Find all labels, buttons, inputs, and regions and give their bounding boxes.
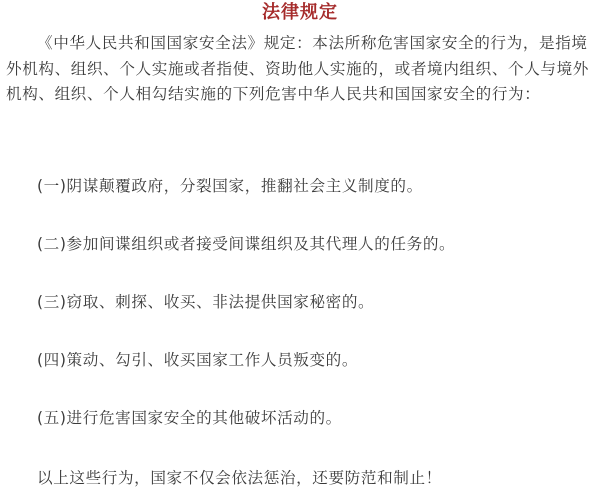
document-title: 法律规定 <box>262 2 338 23</box>
list-item: (二)参加间谍组织或者接受间谍组织及其代理人的任务的。 <box>37 235 456 253</box>
list-item: (四)策动、勾引、收买国家工作人员叛变的。 <box>37 351 359 369</box>
intro-paragraph: 《中华人民共和国国家安全法》规定：本法所称危害国家安全的行为，是指境外机构、组织、个人实施或者指使、资助他人实施的，或者境内组织、个人与境外机构、组织、个人相勾结实施的下列危害中华人民共和国国家安全的行为： <box>6 34 589 103</box>
offense-list <box>37 174 592 464</box>
list-item: (三)窃取、刺探、收买、非法提供国家秘密的。 <box>37 293 375 311</box>
closing-statement: 以上这些行为，国家不仅会依法惩治，还要防范和制止！ <box>37 469 442 487</box>
list-item: (五)进行危害国家安全的其他破坏活动的。 <box>37 409 342 427</box>
list-item: (一)阴谋颠覆政府，分裂国家，推翻社会主义制度的。 <box>37 177 423 195</box>
